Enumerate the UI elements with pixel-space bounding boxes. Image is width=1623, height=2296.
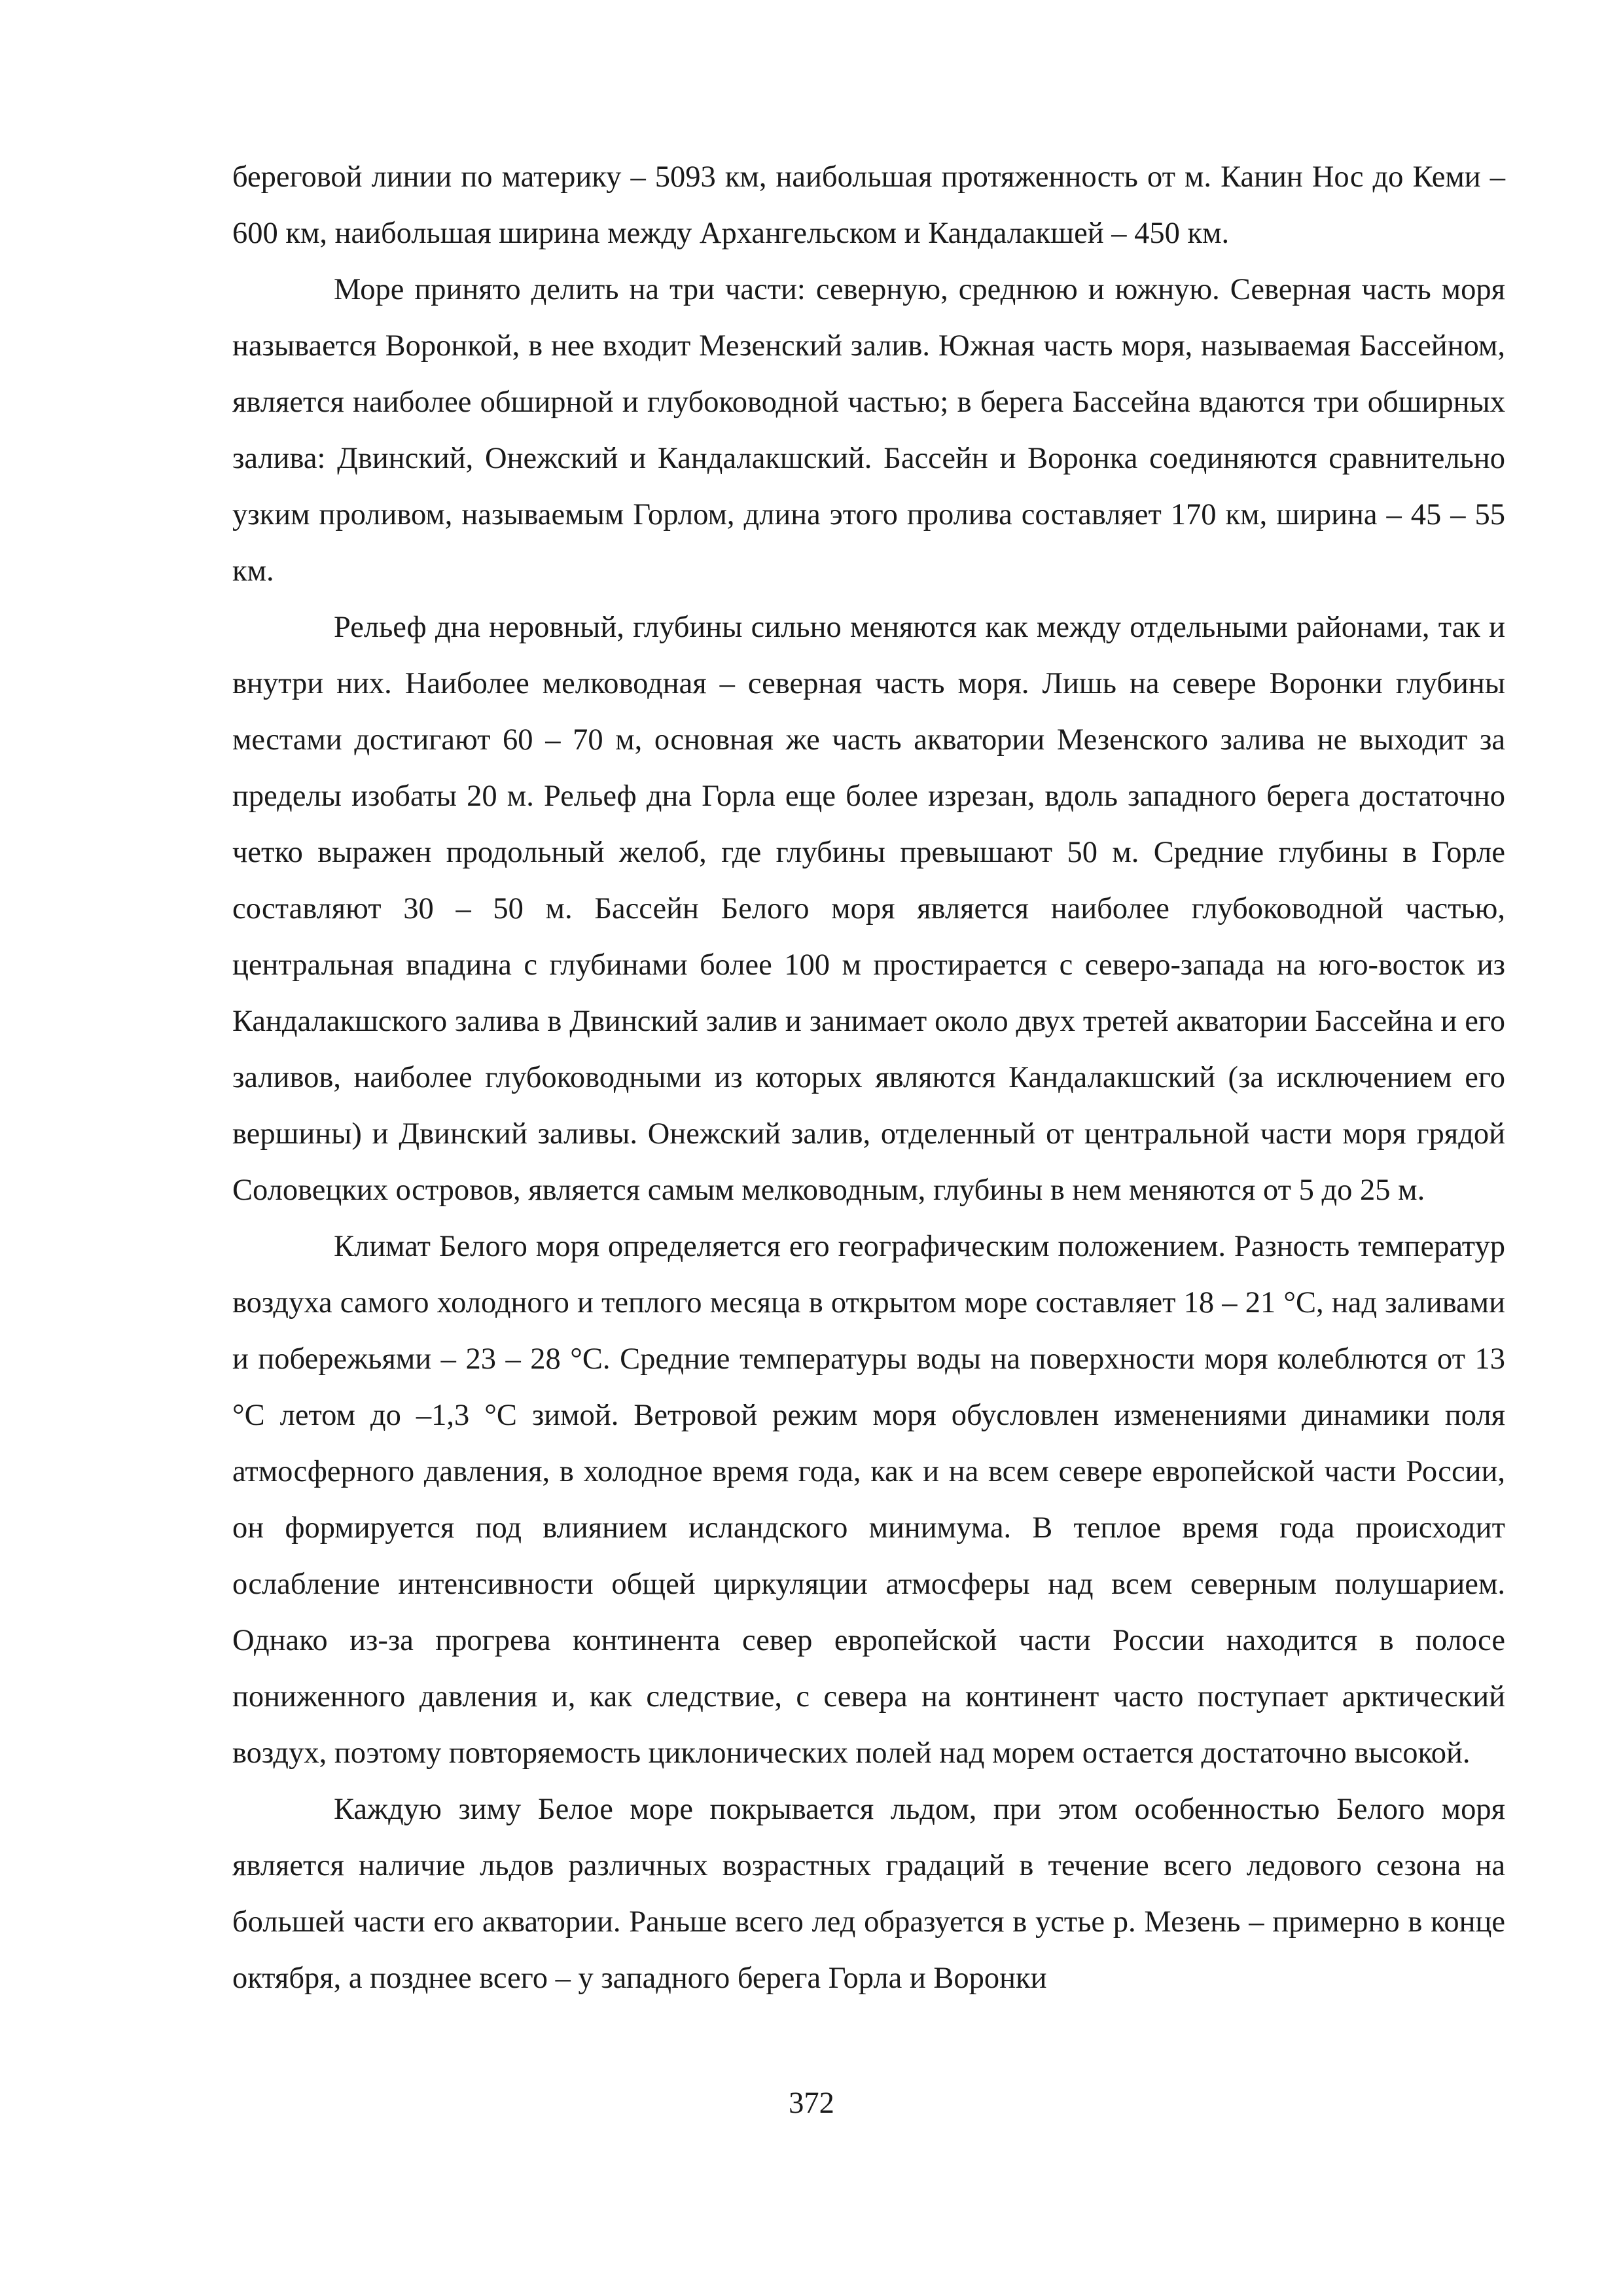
paragraph: береговой линии по материку – 5093 км, наибольшая протяженность от м. Канин Нос до Кеми – 600 км, наибольшая ширина между Архангельском и Кандалакшей – 450 км.: [232, 160, 1505, 250]
paragraph: Климат Белого моря определяется его географическим положением. Разность температур воздуха самого холодного и теплого месяца в открытом море составляет 18 – 21 °С, над заливами и побережьями – 23 – 28 °С. Средние температуры воды на поверхности моря колеблются от 13 °С летом до –1,3 °С зимой. Ветровой режим моря обусловлен изменениями динамики поля атмосферного давления, в холодное время года, как и на всем севере европейской части России, он формируется под влиянием исландского минимума. В теплое время года происходит ослабление интенсивности общей циркуляции атмосферы над всем северным полушарием. Однако из-за прогрева континента север европейской части России находится в полосе пониженного давления и, как следствие, с севера на континент часто поступает арктический воздух, поэтому повторяемость циклонических полей над морем остается достаточно высокой.: [232, 1230, 1505, 1770]
document-body: [232, 149, 1505, 2007]
paragraph: Каждую зиму Белое море покрывается льдом, при этом особенностью Белого моря является наличие льдов различных возрастных градаций в течение всего ледового сезона на большей части его акватории. Раньше всего лед образуется в устье р. Мезень – примерно в конце октября, а позднее всего – у западного берега Горла и Воронки: [232, 1793, 1505, 1995]
paragraph: Рельеф дна неровный, глубины сильно меняются как между отдельными районами, так и внутри них. Наиболее мелководная – северная часть моря. Лишь на севере Воронки глубины местами достигают 60 – 70 м, основная же часть акватории Мезенского залива не выходит за пределы изобаты 20 м. Рельеф дна Горла еще более изрезан, вдоль западного берега достаточно четко выражен продольный желоб, где глубины превышают 50 м. Средние глубины в Горле составляют 30 – 50 м. Бассейн Белого моря является наиболее глубоководной частью, центральная впадина с глубинами более 100 м простирается с северо-запада на юго-восток из Кандалакшского залива в Двинский залив и занимает около двух третей акватории Бассейна и его заливов, наиболее глубоководными из которых являются Кандалакшский (за исключением его вершины) и Двинский заливы. Онежский залив, отделенный от центральной части моря грядой Соловецких островов, является самым мелководным, глубины в нем меняются от 5 до 25 м.: [232, 611, 1505, 1207]
page-number: 372: [789, 2087, 834, 2120]
paragraph: Море принято делить на три части: северную, среднюю и южную. Северная часть моря называется Воронкой, в нее входит Мезенский залив. Южная часть моря, называемая Бассейном, является наиболее обширной и глубоководной частью; в берега Бассейна вдаются три обширных залива: Двинский, Онежский и Кандалакшский. Бассейн и Воронка соединяются сравнительно узким проливом, называемым Горлом, длина этого пролива составляет 170 км, ширина – 45 – 55 км.: [232, 273, 1505, 588]
